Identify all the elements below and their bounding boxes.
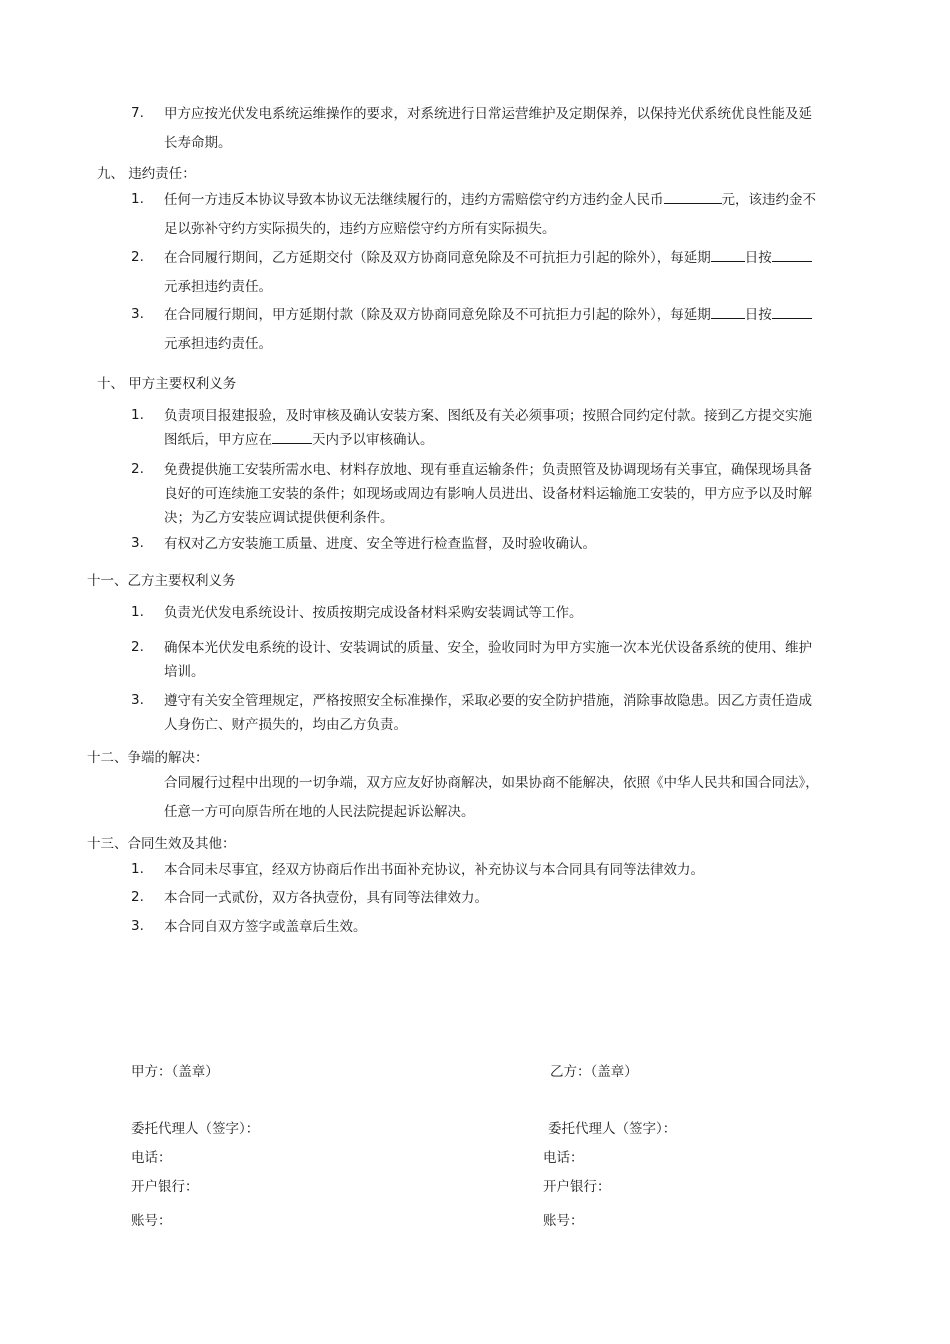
blank-delay-days-b[interactable] (711, 249, 745, 262)
blank-delay-days-a[interactable] (711, 306, 745, 319)
sec11-item-1-number: 1. (131, 604, 144, 620)
sec11-item-2-text: 确保本光伏发电系统的设计、安装调试的质量、安全，验收同时为甲方实施一次本光伏设备系统的使用、维护培训。 (164, 640, 812, 680)
sec13-item-2-number: 2. (131, 889, 144, 905)
section-12-heading: 十二、争端的解决： (87, 750, 209, 766)
sec9-item-3-text-a: 在合同履行期间，甲方延期付款（除及双方协商同意免除及不可抗拒力引起的除外），每延期 (164, 307, 711, 323)
item-7-text: 甲方应按光伏发电系统运维操作的要求，对系统进行日常运营维护及定期保养，以保持光伏系统优良性能及延长寿命期。 (164, 106, 812, 151)
sec9-item-2-text (164, 244, 824, 301)
sec9-item-1-number: 1. (131, 191, 144, 207)
sec10-item-2-text: 免费提供施工安装所需水电、材料存放地、现有垂直运输条件；负责照管及协调现场有关事宜，确保现场具备良好的可连续施工安装的条件；如现场或周边有影响人员进出、设备材料运输施工安装的，甲方应予以及时解决；为乙方安装应调试提供便利条件。 (164, 462, 812, 526)
sec10-item-1-text (164, 404, 824, 452)
sec9-item-3-text (164, 301, 824, 358)
sec9-item-3-text-b: 日按 (744, 307, 772, 323)
party-a-phone-label: 电话： (131, 1150, 172, 1166)
sec12-text: 合同履行过程中出现的一切争端，双方应友好协商解决，如果协商不能解决，依照《中华人民共和国合同法》，任意一方可向原告所在地的人民法院提起诉讼解决。 (164, 775, 819, 820)
sec9-item-3-number: 3. (131, 306, 144, 322)
sec13-item-2-text: 本合同一式贰份，双方各执壹份，具有同等法律效力。 (164, 890, 488, 906)
blank-delay-fee-b[interactable] (772, 249, 812, 262)
sec11-item-2-number: 2. (131, 639, 144, 655)
sec9-item-1-text (164, 186, 824, 243)
sec13-item-3-text: 本合同自双方签字或盖章后生效。 (164, 919, 367, 935)
party-a-agent-label: 委托代理人（签字）： (131, 1121, 260, 1137)
blank-delay-fee-a[interactable] (772, 306, 812, 319)
party-b-seal-label: 乙方：（盖章） (550, 1064, 638, 1080)
section-13-heading: 十三、合同生效及其他： (87, 836, 236, 852)
sec13-item-3-number: 3. (131, 918, 144, 934)
sec10-item-3-number: 3. (131, 535, 144, 551)
sec9-item-1-text-b: 元，该违约金不足以弥补守约方实际损失的，违约方应赔偿守约方所有实际损失。 (164, 192, 816, 237)
section-9-heading: 九、 违约责任： (97, 166, 196, 182)
party-b-phone-label: 电话： (543, 1150, 584, 1166)
item-7-number: 7. (131, 105, 144, 121)
section-11-heading: 十一、乙方主要权利义务 (87, 573, 236, 589)
blank-penalty-amount[interactable] (664, 191, 722, 204)
sec13-item-1-text: 本合同未尽事宜，经双方协商后作出书面补充协议，补充协议与本合同具有同等法律效力。 (164, 862, 704, 878)
blank-review-days[interactable] (272, 431, 312, 444)
party-b-agent-label: 委托代理人（签字）： (548, 1121, 677, 1137)
sec10-item-2-number: 2. (131, 461, 144, 477)
sec10-item-1-text-a: 负责项目报建报验，及时审核及确认安装方案、图纸及有关必须事项；按照合同约定付款。接到乙方提交实施图纸后，甲方应在 (164, 408, 812, 448)
sec10-item-1-text-b: 天内予以审核确认。 (312, 432, 434, 448)
sec10-item-1-number: 1. (131, 407, 144, 423)
party-a-account-label: 账号： (131, 1213, 172, 1229)
party-b-bank-label: 开户银行： (543, 1179, 611, 1195)
sec13-item-1-number: 1. (131, 861, 144, 877)
sec10-item-3-text: 有权对乙方安装施工质量、进度、安全等进行检查监督，及时验收确认。 (164, 536, 596, 552)
sec11-item-1-text: 负责光伏发电系统设计、按质按期完成设备材料采购安装调试等工作。 (164, 605, 583, 621)
sec9-item-2-text-b: 日按 (744, 250, 772, 266)
sec9-item-2-text-c: 元承担违约责任。 (164, 278, 272, 295)
party-b-account-label: 账号： (543, 1213, 584, 1229)
sec9-item-1-text-a: 任何一方违反本协议导致本协议无法继续履行的，违约方需赔偿守约方违约金人民币 (164, 192, 664, 208)
sec9-item-3-text-c: 元承担违约责任。 (164, 335, 272, 352)
party-a-seal-label: 甲方：（盖章） (131, 1064, 219, 1080)
sec9-item-2-number: 2. (131, 249, 144, 265)
sec9-item-2-text-a: 在合同履行期间，乙方延期交付（除及双方协商同意免除及不可抗拒力引起的除外），每延期 (164, 250, 711, 266)
party-a-bank-label: 开户银行： (131, 1179, 199, 1195)
sec11-item-3-number: 3. (131, 692, 144, 708)
section-10-heading: 十、 甲方主要权利义务 (97, 376, 237, 392)
sec11-item-3-text: 遵守有关安全管理规定，严格按照安全标准操作，采取必要的安全防护措施，消除事故隐患。因乙方责任造成人身伤亡、财产损失的，均由乙方负责。 (164, 693, 812, 733)
